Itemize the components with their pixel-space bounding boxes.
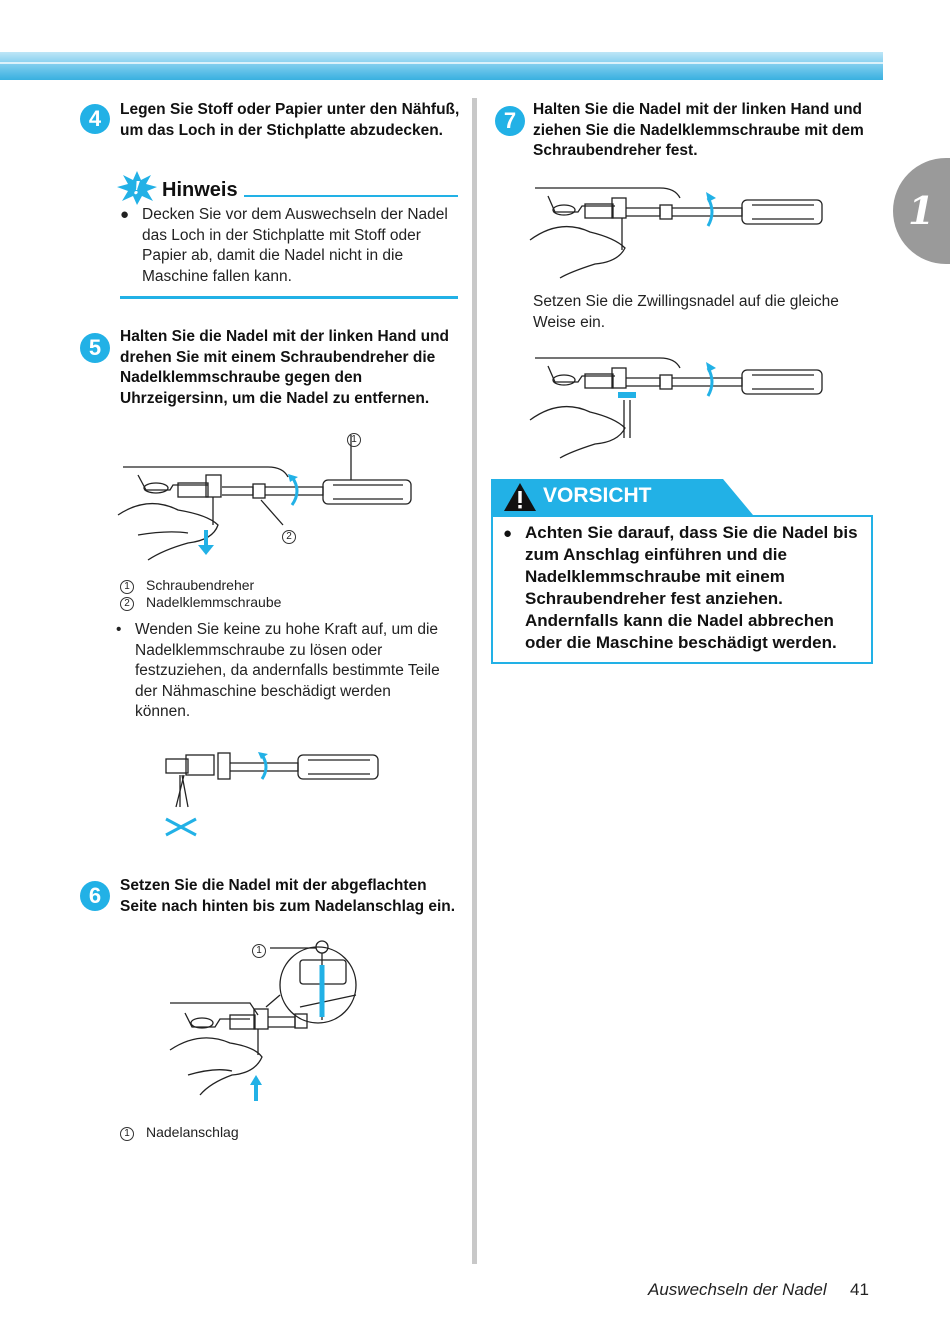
step6-text <box>120 876 465 917</box>
footer-section-title: Auswechseln der Nadel <box>648 1280 827 1299</box>
legend-label: Nadelanschlag <box>146 1124 239 1140</box>
step-number-4: 4 <box>80 104 110 134</box>
step7-line: ziehen Sie die Nadelklemmschraube mit dem <box>533 121 864 139</box>
legend-number: 1 <box>120 580 134 594</box>
step7-line: Schraubendreher fest. <box>533 142 698 159</box>
step5-text <box>120 327 465 409</box>
callout-number: 1 <box>347 433 361 447</box>
callout-1 <box>347 430 373 447</box>
legend-item <box>120 594 281 611</box>
note-title: Hinweis <box>162 179 238 201</box>
legend-label: Nadelklemmschraube <box>146 594 282 610</box>
step4-line: Legen Sie Stoff oder Papier unter den Nähfuß, <box>120 101 460 118</box>
caution-line: zum Anschlag einführen und die <box>525 545 787 564</box>
needle-screwdriver-illustration <box>158 745 383 840</box>
bullet-item <box>116 620 466 723</box>
callout-2 <box>282 527 308 544</box>
header-band <box>0 52 883 80</box>
note-line: Papier ab, damit die Nadel nicht in die <box>142 247 404 264</box>
caution-line: oder die Maschine beschädigt werden. <box>525 633 837 652</box>
callout-number: 1 <box>252 944 266 958</box>
note-title-rule <box>244 195 458 197</box>
caution-body <box>503 522 865 654</box>
note-icon <box>117 171 157 205</box>
bullet-line: festzuziehen, da andernfalls bestimmte Teile <box>135 662 440 679</box>
bullet-dot: ● <box>503 525 513 542</box>
bullet-dot: • <box>116 621 122 638</box>
step7-text <box>533 100 878 162</box>
tighten-screw-illustration <box>530 180 830 280</box>
bullet-dot: ● <box>120 206 130 223</box>
svg-text:!: ! <box>133 178 141 199</box>
step5-line: Halten Sie die Nadel mit der linken Hand und <box>120 328 450 345</box>
insert-needle-illustration <box>170 935 370 1115</box>
caution-bullet-item <box>503 522 865 654</box>
chapter-number: 1 <box>908 188 935 233</box>
legend-number: 2 <box>120 597 134 611</box>
legend-label: Schraubendreher <box>146 577 255 593</box>
step4-text <box>120 100 465 141</box>
note-body <box>120 205 465 287</box>
caution-line: Achten Sie darauf, dass Sie die Nadel bis <box>525 523 858 542</box>
step5-line: Nadelklemmschraube gegen den <box>120 369 363 386</box>
step6-line: Setzen Sie die Nadel mit der abgeflachten <box>120 877 427 894</box>
bullet-line: Wenden Sie keine zu hohe Kraft auf, um die <box>135 621 439 638</box>
header-band-highlight <box>0 62 883 64</box>
legend-number: 1 <box>120 1127 134 1141</box>
step5-line: drehen Sie mit einem Schraubendreher die <box>120 348 436 366</box>
note-bullet-item <box>120 205 465 287</box>
note-bottom-rule <box>120 296 458 299</box>
caution-title: VORSICHT <box>543 484 652 507</box>
callout-number: 2 <box>282 530 296 544</box>
force-warning-note <box>116 620 466 723</box>
note-line: das Loch in der Stichplatte mit Stoff oder <box>142 226 421 244</box>
warning-icon <box>503 482 537 512</box>
bullet-line: können. <box>135 703 191 720</box>
page-number: 41 <box>850 1280 869 1299</box>
step4-line: um das Loch in der Stichplatte abzudecken. <box>120 121 443 139</box>
callout-1 <box>252 941 278 958</box>
step5-line: Uhrzeigersinn, um die Nadel zu entfernen. <box>120 389 430 407</box>
column-divider <box>472 98 477 1264</box>
bullet-line: der Nähmaschine beschädigt werden <box>135 682 391 700</box>
twin-needle-line: Setzen Sie die Zwillingsnadel auf die gleiche <box>533 293 839 310</box>
step-number-6: 6 <box>80 881 110 911</box>
step-number-7: 7 <box>495 106 525 136</box>
caution-line: Schraubendreher fest anziehen. <box>525 589 783 608</box>
twin-needle-illustration <box>530 350 830 460</box>
step-number-5: 5 <box>80 333 110 363</box>
caution-line: Nadelklemmschraube mit einem <box>525 567 785 586</box>
legend-item <box>120 1124 239 1141</box>
bullet-line: Nadelklemmschraube zu lösen oder <box>135 641 383 659</box>
twin-needle-line: Weise ein. <box>533 313 606 331</box>
legend-item <box>120 577 254 594</box>
note-line: Decken Sie vor dem Auswechseln der Nadel <box>142 206 448 223</box>
step7-line: Halten Sie die Nadel mit der linken Hand und <box>533 101 863 118</box>
twin-needle-text <box>533 292 878 333</box>
remove-needle-illustration <box>118 425 418 570</box>
step6-line: Seite nach hinten bis zum Nadelanschlag ein. <box>120 897 456 915</box>
note-line: Maschine fallen kann. <box>142 267 292 285</box>
caution-line: Andernfalls kann die Nadel abbrechen <box>525 611 834 630</box>
